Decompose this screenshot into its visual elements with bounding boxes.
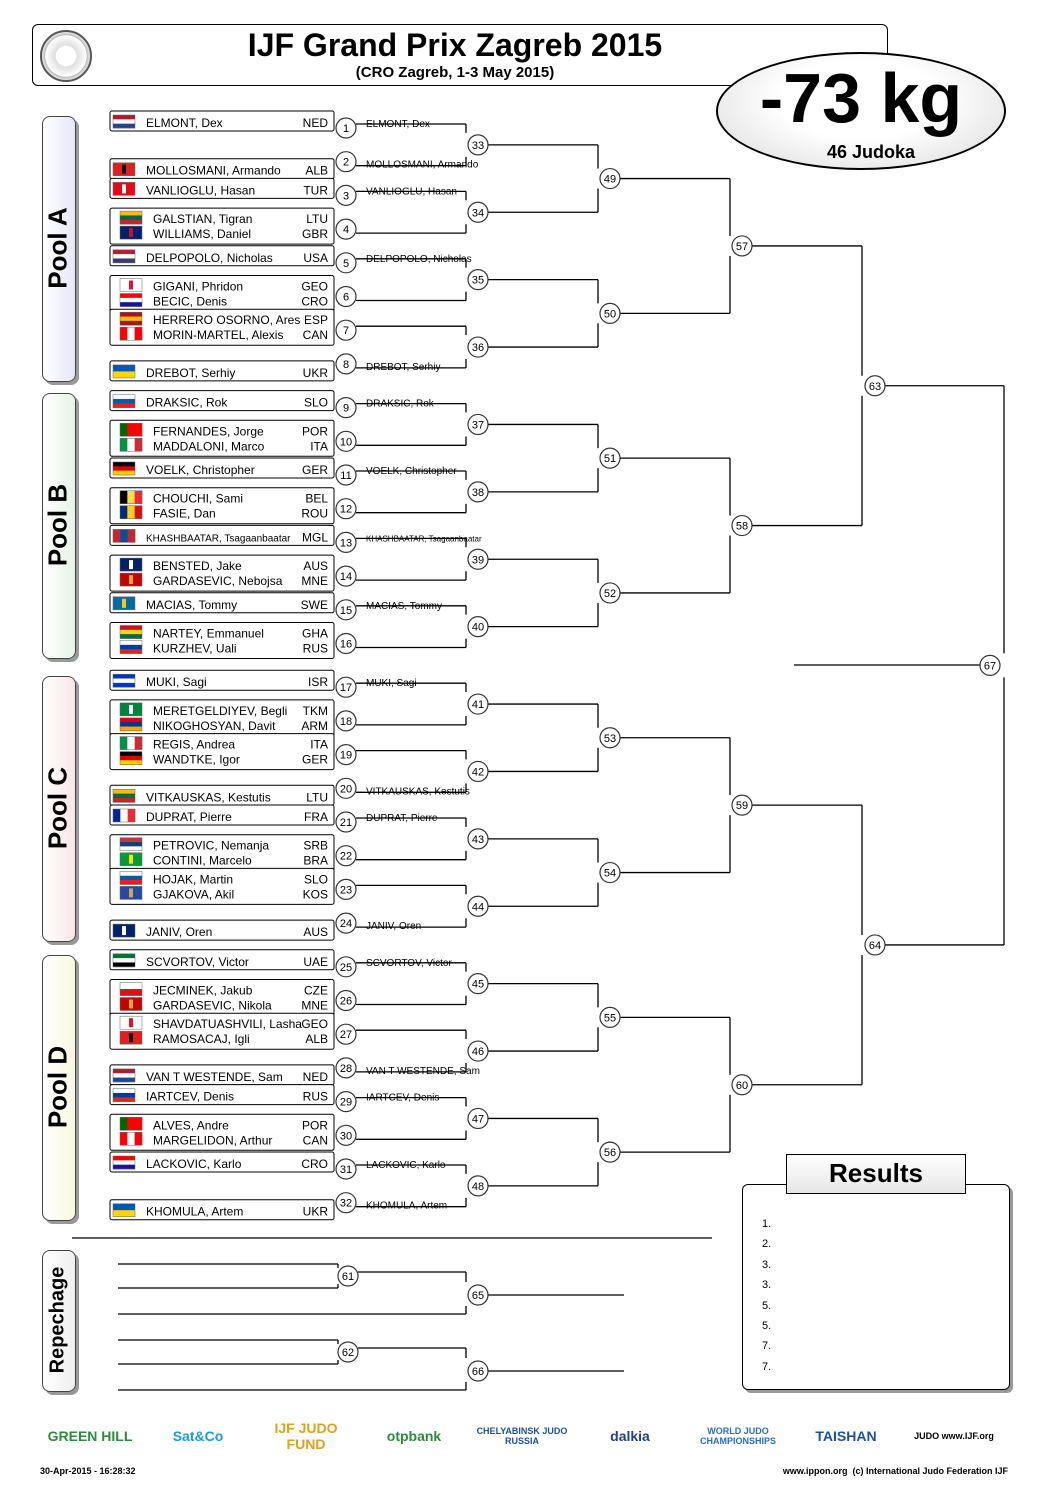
contest-11-number: 11 (340, 470, 352, 482)
contest-66-number: 66 (471, 1366, 485, 1378)
athlete-nation: ESP (303, 313, 328, 328)
contest-55-number: 55 (603, 1012, 617, 1025)
flag-icon (120, 983, 142, 996)
athlete-nation: AUS (303, 559, 328, 574)
athlete-nation: ISR (307, 675, 328, 690)
judoka-count: 46 Judoka (826, 142, 916, 162)
result-place: 1. (762, 1218, 772, 1230)
athlete-nation: CAN (302, 328, 328, 343)
contest-10-number: 10 (339, 436, 353, 449)
contest-5-number: 5 (342, 257, 350, 270)
contest-33-number: 33 (471, 139, 485, 152)
flag-icon (113, 365, 135, 378)
contest-22-number: 22 (339, 850, 353, 863)
athlete-name: WILLIAMS, Daniel (153, 227, 252, 242)
contest-40-number: 40 (471, 621, 485, 634)
athlete-name: MADDALONI, Marco (153, 439, 265, 454)
flag-icon (120, 1132, 142, 1145)
athlete-nation: ALB (305, 1032, 328, 1047)
athlete-name: MARGELIDON, Arthur (153, 1133, 273, 1148)
contest-27-number: 27 (339, 1029, 353, 1042)
contest-60-number: 60 (735, 1079, 749, 1092)
contest-39-number: 39 (471, 554, 485, 567)
athlete-name: MORIN-MARTEL, Alexis (153, 328, 284, 343)
flag-icon (120, 1031, 142, 1044)
repechage-label: Repechage (46, 1266, 69, 1374)
athlete-name: KHASHBAATAR, Tsagaanbaatar (146, 533, 291, 545)
result-place: 5. (762, 1319, 772, 1332)
flag-icon (120, 703, 142, 716)
flag-icon (113, 1204, 135, 1217)
athlete-name: NIKOGHOSYAN, Davit (153, 718, 276, 733)
contest-7-number: 7 (342, 325, 350, 338)
flag-icon (120, 838, 142, 851)
contest-2-number: 2 (342, 156, 350, 169)
result-place: 7. (762, 1340, 772, 1353)
contest-41-number: 41 (471, 699, 485, 712)
flag-icon (120, 752, 142, 765)
athlete-name: CHOUCHI, Sami (153, 491, 244, 506)
contest-43-number: 43 (471, 833, 485, 846)
advancing-name: DREBOT, Serhiy (366, 361, 441, 373)
result-place: 5. (762, 1299, 772, 1312)
sponsor-logo: WORLD JUDO CHAMPIONSHIPS (699, 1426, 776, 1446)
athlete-nation: GHA (301, 626, 328, 641)
contest-59-number: 59 (735, 800, 749, 813)
contest-20-number: 20 (339, 783, 353, 796)
contest-65-number: 65 (471, 1290, 485, 1302)
contest-56-number: 56 (603, 1147, 617, 1160)
contest-61-number: 61 (341, 1271, 355, 1283)
contest-51-number: 51 (603, 453, 617, 466)
contest-26-number: 26 (339, 995, 353, 1008)
advancing-name: VAN T WESTENDE, Sam (366, 1065, 480, 1077)
athlete-nation: ITA (310, 439, 328, 454)
flag-icon (120, 294, 142, 307)
flag-icon (120, 641, 142, 654)
athlete-nation: BEL (305, 491, 328, 506)
athlete-name: WANDTKE, Igor (153, 752, 240, 767)
footer-credits: www.ippon.org (c) International Judo Federation IJF (782, 1466, 1008, 1476)
contest-18-number: 18 (339, 715, 353, 728)
sponsor-bar (40, 1408, 1010, 1464)
flag-icon (120, 491, 142, 504)
athlete-nation: NED (302, 1069, 328, 1084)
advancing-name: VANLIOGLU, Hasan (366, 186, 457, 198)
sponsor-logo: JUDO www.IJF.org (914, 1431, 994, 1441)
contest-25-number: 25 (339, 961, 353, 974)
contest-3-number: 3 (342, 190, 350, 203)
contest-48-number: 48 (471, 1180, 485, 1193)
contest-32-number: 32 (339, 1197, 353, 1210)
weight-class: -73 kg (759, 59, 963, 137)
athlete-name: KHOMULA, Artem (146, 1204, 244, 1219)
flag-icon (113, 163, 135, 176)
contest-24-number: 24 (339, 918, 353, 931)
athlete-name: GJAKOVA, Akil (153, 887, 235, 902)
sponsor-logo: TAISHAN (815, 1428, 877, 1444)
flag-icon (113, 809, 135, 822)
contest-13-number: 13 (339, 537, 353, 550)
athlete-nation: GER (301, 463, 328, 477)
flag-icon (120, 558, 142, 571)
flag-icon (120, 718, 142, 731)
footer-timestamp: 30-Apr-2015 - 16:28:32 (40, 1466, 136, 1476)
athlete-nation: RUS (302, 641, 328, 656)
flag-icon (113, 954, 135, 967)
contest-8-number: 8 (342, 358, 350, 371)
athlete-nation: SLO (303, 395, 328, 410)
contest-53-number: 53 (603, 732, 617, 745)
athlete-nation: CRO (301, 294, 328, 309)
advancing-name: KHASHBAATAR, Tsagaanbaatar (366, 534, 482, 544)
contest-28-number: 28 (339, 1062, 353, 1075)
contest-30-number: 30 (339, 1130, 353, 1143)
athlete-name: HERRERO OSORNO, Ares (153, 313, 301, 328)
athlete-name: FASIE, Dan (153, 506, 216, 521)
result-place: 2. (762, 1238, 772, 1251)
athlete-name: MACIAS, Tommy (146, 597, 238, 612)
flag-icon (113, 182, 135, 195)
athlete-nation: FRA (304, 810, 328, 824)
athlete-name: FERNANDES, Jorge (153, 424, 264, 439)
contest-46-number: 46 (471, 1046, 485, 1059)
athlete-name: BENSTED, Jake (153, 559, 242, 574)
athlete-nation: SLO (303, 872, 328, 887)
flag-icon (120, 438, 142, 451)
athlete-name: CONTINI, Marcelo (153, 853, 252, 868)
flag-icon (113, 395, 135, 408)
contest-16-number: 16 (339, 638, 353, 651)
athlete-name: GALSTIAN, Tigran (153, 212, 253, 227)
flag-icon (113, 529, 135, 542)
contest-6-number: 6 (342, 291, 350, 304)
contest-14-number: 14 (339, 571, 353, 584)
flag-icon (113, 115, 135, 128)
flag-icon (120, 998, 142, 1011)
contest-29-number: 29 (339, 1096, 353, 1109)
athlete-name: MERETGELDIYEV, Begli (153, 703, 288, 718)
flag-icon (120, 506, 142, 519)
contest-1-number: 1 (342, 123, 350, 135)
flag-icon (120, 423, 142, 436)
sponsor-logo: dalkia (610, 1428, 650, 1444)
pool-label-c: Pool C (42, 766, 73, 850)
flag-icon (120, 1016, 142, 1029)
athlete-name: SHAVDATUASHVILI, Lasha (153, 1017, 302, 1032)
contest-67-number: 67 (983, 660, 997, 673)
athlete-nation: LTU (306, 790, 328, 805)
flag-icon (120, 853, 142, 866)
athlete-nation: BRA (303, 853, 328, 868)
flag-icon (113, 924, 135, 937)
contest-50-number: 50 (603, 308, 617, 321)
flag-icon (120, 886, 142, 899)
athlete-name: GARDASEVIC, Nebojsa (153, 574, 283, 589)
athlete-name: DELPOPOLO, Nicholas (146, 250, 273, 265)
athlete-nation: MGL (301, 530, 328, 545)
athlete-name: LACKOVIC, Karlo (146, 1157, 242, 1171)
sponsor-logo: IJF JUDO FUND (274, 1420, 338, 1452)
advancing-name: JANIV, Oren (366, 921, 422, 933)
athlete-name: RAMOSACAJ, Igli (153, 1032, 250, 1047)
athlete-nation: CRO (301, 1157, 328, 1171)
athlete-name: SCVORTOV, Victor (146, 954, 249, 969)
athlete-name: IARTCEV, Denis (146, 1089, 235, 1104)
athlete-name: ALVES, Andre (153, 1118, 229, 1133)
flag-icon (120, 737, 142, 750)
contest-44-number: 44 (471, 901, 485, 914)
athlete-nation: GER (301, 752, 328, 767)
contest-58-number: 58 (735, 520, 749, 533)
advancing-name: ELMONT, Dex (366, 119, 430, 130)
results-title: Results (829, 1158, 923, 1188)
contest-42-number: 42 (471, 766, 485, 779)
athlete-box (110, 670, 334, 690)
contest-15-number: 15 (339, 604, 353, 617)
athlete-nation: CZE (304, 983, 328, 998)
athlete-nation: CAN (302, 1133, 328, 1148)
athlete-nation: USA (303, 250, 328, 265)
contest-31-number: 31 (339, 1164, 353, 1176)
athlete-nation: MNE (301, 574, 328, 589)
contest-35-number: 35 (471, 274, 485, 287)
advancing-name: DRAKSIC, Rok (366, 398, 434, 410)
contest-17-number: 17 (339, 682, 353, 695)
flag-icon (113, 1069, 135, 1082)
athlete-name: REGIS, Andrea (153, 737, 236, 752)
result-place: 3. (762, 1258, 772, 1271)
contest-12-number: 12 (339, 503, 353, 516)
sponsor-logo: GREEN HILL (47, 1428, 133, 1444)
flag-icon (113, 462, 135, 475)
athlete-name: DUPRAT, Pierre (146, 810, 232, 824)
flag-icon (120, 279, 142, 292)
contest-38-number: 38 (471, 486, 485, 499)
advancing-name: VITKAUSKAS, Kestutis (366, 786, 470, 798)
result-place: 3. (762, 1279, 772, 1292)
flag-icon (113, 1156, 135, 1169)
athlete-name: MOLLOSMANI, Armando (146, 163, 281, 178)
sponsor-logo: otpbank (386, 1428, 442, 1444)
athlete-name: ELMONT, Dex (146, 116, 223, 130)
pool-label-a: Pool A (42, 207, 73, 289)
pool-label-b: Pool B (42, 483, 73, 567)
result-place: 7. (762, 1360, 772, 1373)
flag-icon (120, 312, 142, 325)
flag-icon (113, 1089, 135, 1102)
athlete-name: VITKAUSKAS, Kestutis (146, 790, 271, 805)
contest-49-number: 49 (603, 173, 617, 186)
flag-icon (113, 789, 135, 802)
athlete-nation: GEO (301, 279, 328, 294)
athlete-name: BECIC, Denis (153, 294, 228, 309)
advancing-name: IARTCEV, Denis (366, 1092, 440, 1104)
contest-19-number: 19 (339, 749, 353, 762)
sponsor-logo: CHELYABINSK JUDO RUSSIA (476, 1426, 568, 1446)
athlete-name: PETROVIC, Nemanja (153, 838, 270, 853)
athlete-name: GIGANI, Phridon (153, 279, 244, 294)
advancing-name: KHOMULA, Artem (366, 1200, 448, 1212)
athlete-name: DRAKSIC, Rok (146, 395, 228, 410)
contest-37-number: 37 (471, 419, 485, 432)
athlete-nation: AUS (303, 925, 328, 940)
athlete-nation: SRB (303, 838, 328, 853)
flag-icon (120, 226, 142, 239)
athlete-name: VOELK, Christopher (146, 463, 255, 477)
advancing-name: DUPRAT, Pierre (366, 813, 438, 824)
athlete-name: GARDASEVIC, Nikola (153, 998, 272, 1013)
advancing-name: MUKI, Sagi (366, 678, 417, 690)
athlete-box (110, 920, 334, 940)
contest-9-number: 9 (342, 402, 350, 415)
flag-icon (113, 597, 135, 610)
contest-57-number: 57 (735, 240, 749, 253)
athlete-nation: NED (302, 116, 328, 130)
flag-icon (113, 674, 135, 687)
athlete-nation: SWE (300, 597, 328, 612)
athlete-name: VANLIOGLU, Hasan (146, 183, 256, 198)
contest-52-number: 52 (603, 587, 617, 600)
results-list (762, 1218, 962, 1381)
pool-label-d: Pool D (42, 1045, 73, 1129)
page-title: IJF Grand Prix Zagreb 2015 (247, 27, 663, 63)
advancing-name: DELPOPOLO, Nicholas (366, 253, 472, 265)
athlete-nation: RUS (302, 1089, 328, 1104)
athlete-nation: POR (301, 1118, 328, 1133)
athlete-name: NARTEY, Emmanuel (153, 626, 264, 641)
contest-23-number: 23 (339, 884, 353, 897)
athlete-nation: MNE (301, 998, 328, 1013)
athlete-nation: ITA (310, 737, 328, 752)
flag-icon (120, 327, 142, 340)
athlete-name: MUKI, Sagi (146, 675, 207, 690)
athlete-nation: ROU (301, 506, 328, 521)
contest-54-number: 54 (603, 867, 617, 880)
athlete-nation: GBR (301, 227, 328, 242)
athlete-nation: POR (301, 424, 328, 439)
athlete-nation: KOS (302, 887, 328, 902)
flag-icon (120, 573, 142, 586)
athlete-name: JECMINEK, Jakub (153, 983, 253, 998)
athlete-nation: ARM (301, 718, 328, 733)
contest-21-number: 21 (339, 817, 353, 829)
flag-icon (120, 871, 142, 884)
contest-4-number: 4 (342, 224, 350, 237)
athlete-nation: TUR (303, 183, 328, 198)
contest-62-number: 62 (341, 1347, 355, 1359)
contest-45-number: 45 (471, 978, 485, 991)
advancing-name: VOELK, Christopher (366, 466, 457, 477)
page-subtitle: (CRO Zagreb, 1-3 May 2015) (355, 64, 555, 81)
athlete-nation: TKM (302, 703, 328, 718)
athlete-nation: UAE (303, 954, 328, 969)
athlete-name: VAN T WESTENDE, Sam (146, 1069, 283, 1084)
flag-icon (120, 211, 142, 224)
athlete-name: DREBOT, Serhiy (146, 365, 236, 380)
flag-icon (113, 250, 135, 263)
athlete-nation: UKR (302, 1204, 328, 1219)
athlete-nation: LTU (306, 212, 328, 227)
advancing-name: LACKOVIC, Karlo (366, 1160, 446, 1171)
athlete-nation: UKR (302, 365, 328, 380)
flag-icon (120, 1117, 142, 1130)
athlete-name: KURZHEV, Uali (153, 641, 237, 656)
athlete-name: JANIV, Oren (146, 925, 213, 940)
flag-icon (120, 626, 142, 639)
sponsor-logo: Sat&Co (172, 1428, 224, 1444)
contest-34-number: 34 (471, 207, 485, 220)
advancing-name: MOLLOSMANI, Armando (366, 159, 479, 171)
contest-64-number: 64 (868, 939, 882, 952)
contest-63-number: 63 (868, 380, 882, 393)
athlete-name: HOJAK, Martin (153, 872, 234, 887)
athlete-nation: ALB (305, 163, 328, 178)
advancing-name: MACIAS, Tommy (366, 600, 442, 612)
contest-36-number: 36 (471, 342, 485, 355)
contest-47-number: 47 (471, 1113, 485, 1126)
athlete-nation: GEO (301, 1017, 328, 1032)
advancing-name: SCVORTOV, Victor (366, 957, 452, 969)
